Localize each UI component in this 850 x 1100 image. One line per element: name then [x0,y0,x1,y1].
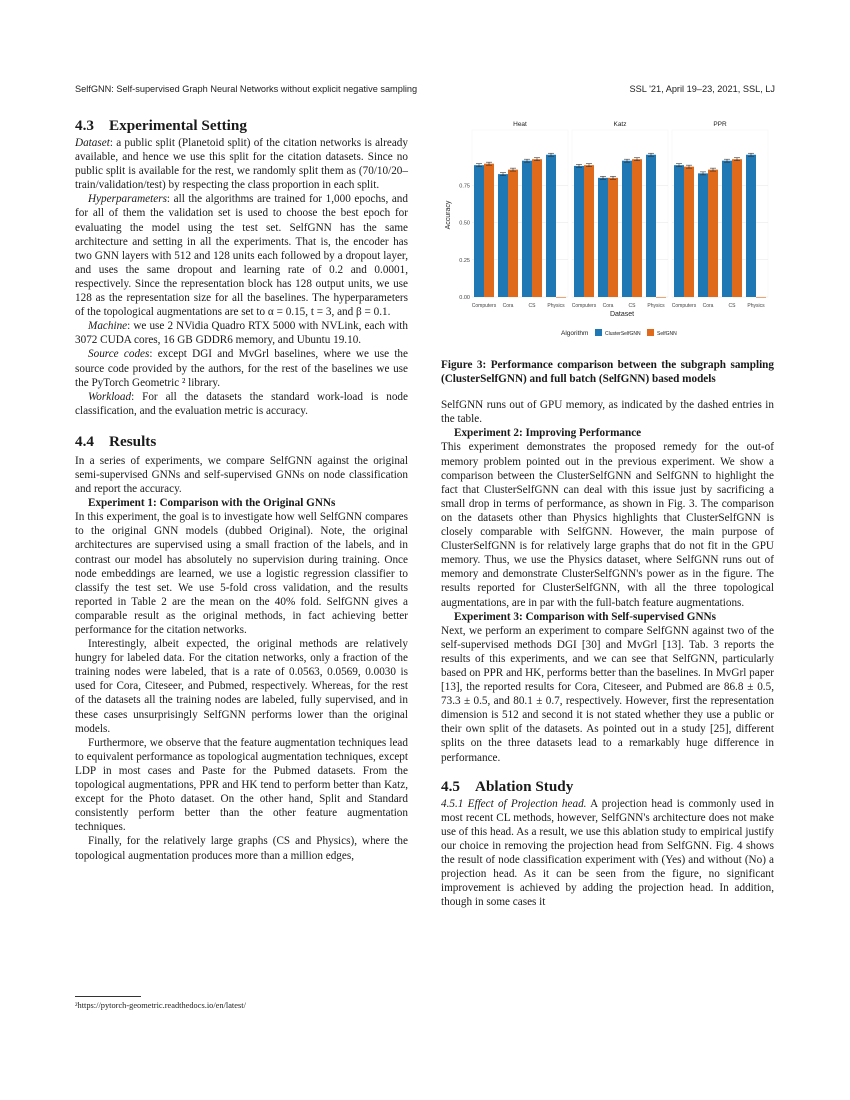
paragraph-lead: Workload [88,390,132,403]
legend-swatch [647,329,654,336]
paragraph-workload [75,390,408,418]
section-heading-4-3 [75,116,408,136]
section-heading-4-5 [441,777,774,797]
subsection-number: 4.5.1 [441,797,464,810]
paragraph-experiment-3: Next, we perform an experiment to compare SelfGNN against two of the self-supervised methods DGI [30] and MvGrl [13]. Tab. 3 reports the results of this experiments, and we can see that SelfGNN, particularly based on PPR and HK, performs better than the baselines. In MvGrl paper [13], the reported results for Cora, Citeseer, and Pubmed are 86.8 ± 0.5, 73.3 ± 0.5, and 80.1 ± 0.7, respectively. However, first the representation dimension is 512 and second it is not stated whether they use a public or their own split of the datasets. As pointed out in a study [25], different splits on the three datasets lead to a remarkably huge difference in performance. [441,624,774,764]
paragraph-experiment-2: This experiment demonstrates the proposed remedy for the out-of memory problem pointed out in the previous experiment. We show a comparison between the ClusterSelfGNN and SelfGNN to highlight the fact that ClusterSelfGNN can deal with this issue just by sacrificing a small drop in terms of performance, as shown in Fig. 3. The comparison on the datasets other than Physics highlights that ClusterSelfGNN is closely comparable with SelfGNN. However, the main purpose of ClusterSelfGNN is for relatively large graphs that do not fit in the GPU memory. Thus, we use the Physics dataset, where SelfGNN runs out of memory and demonstrate ClusterSelfGNN's power as in the figure. The results reported for ClusterSelfGNN, with all the three topological augmentations, are in par with the full-batch feature augmentations. [441,441,774,609]
y-tick-label: 0.25 [459,257,470,264]
paragraph-lead: Machine [88,320,128,333]
section-title: Ablation Study [475,777,574,795]
x-tick-label: Physics [647,303,665,309]
section-heading-4-4 [75,432,408,452]
x-tick-label: Physics [547,303,565,309]
paragraph-large-graphs: Finally, for the relatively large graphs (CS and Physics), where the topological augmentation produces more than a million edges, [75,835,408,862]
y-tick-label: 0.75 [459,183,470,190]
subsection-title: Effect of Projection head. [467,797,587,810]
footnote-rule [75,996,141,997]
x-tick-label: Physics [747,303,765,309]
paragraph-experiment-1: In this experiment, the goal is to investigate how well SelfGNN compares to the original GNN models (dubbed Original). Note, the original architectures are supervised using a small fraction of the labels, and in contrast our model has absolutely no supervision during training. Once node embeddings are learned, we use a logistic regression classifier to classify the test set. We use 5-fold cross validation, and the results reported in Table 2 are the mean on the 40% fold. SelfGNN gives a comparable result as the original methods, in fact achieving better performance for the citation networks. [75,511,408,636]
paragraph-lead: Source codes [88,348,150,361]
bar-selfgnn-computers [584,165,594,297]
facet-title: Katz [613,121,627,128]
paragraph-hyperparameters [75,192,408,319]
paragraph-text: : a public split (Planetoid split) of the citation networks is already available, and hence we use this split for the citation datasets. Since no public split is available for the rest, we randomly split them as (70/10/20–train/validation/test) by respecting the class proportion in each split. [75,137,408,192]
x-axis-label: Dataset [609,311,635,318]
legend-swatch [595,329,602,336]
right-column [441,116,774,909]
y-tick-label: 0.50 [459,220,470,227]
bar-clusterselfgnn-computers [474,165,484,297]
bar-clusterselfgnn-cora [498,174,508,297]
bar-clusterselfgnn-physics [546,155,556,297]
bar-selfgnn-cora [708,170,718,297]
x-tick-label: Cora [702,303,714,309]
bar-selfgnn-cora [608,178,618,297]
bar-clusterselfgnn-computers [674,165,684,297]
legend-title: Algorithm [561,330,589,337]
x-tick-label: Cora [502,303,514,309]
paragraph-dataset [75,136,408,192]
section-number: 4.3 [75,117,94,134]
x-tick-label: Computers [571,303,597,309]
x-tick-label: Computers [671,303,697,309]
bar-clusterselfgnn-cs [722,161,732,297]
experiment-2-heading: Experiment 2: Improving Performance [454,427,642,440]
y-tick-label: 0.00 [459,295,470,302]
bar-clusterselfgnn-cs [622,161,632,297]
experiment-1-heading: Experiment 1: Comparison with the Original GNNs [88,497,336,510]
x-tick-label: Computers [471,303,497,309]
bar-clusterselfgnn-physics [646,155,656,297]
bar-chart [441,116,774,348]
bar-clusterselfgnn-cora [698,173,708,297]
bar-clusterselfgnn-physics [746,155,756,297]
paragraph-oom: SelfGNN runs out of GPU memory, as indicated by the dashed entries in the table. [441,399,774,426]
figure-3 [441,116,774,348]
bar-clusterselfgnn-computers [574,166,584,297]
experiment-3-heading: Experiment 3: Comparison with Self-supervised GNNs [454,610,716,623]
section-number: 4.4 [75,432,94,450]
figure-caption: Figure 3: Performance comparison between the subgraph sampling (ClusterSelfGNN) and full batch (SelfGNN) based models [441,359,774,386]
paragraph-lead: Dataset [75,137,110,149]
bar-selfgnn-cs [632,159,642,297]
paragraph-text: A projection head is commonly used in most recent CL methods, however, SelfGNN's architecture does not make use of this head. As a result, we use this ablation study to empirical justify our choice in removing the projection head from SelfGNN. Fig. 4 shows the result of node classification experiment with (Yes) and without (No) a projection head. As it can be seen from the figure, no significant improvement is achieved by adding the projection head. In addition, though in some cases it [441,797,774,909]
paragraph-results-intro: In a series of experiments, we compare SelfGNN against the original semi-supervised GNNs and self-supervised GNNs on node classification and report the accuracy. [75,454,408,496]
section-title: Experimental Setting [109,117,247,134]
x-tick-label: CS [728,303,736,309]
paragraph-projection-head [441,797,774,910]
left-column [75,116,408,863]
subsection-heading-4-5-1 [441,798,586,810]
facet-title: PPR [713,121,727,128]
paragraph-text: : we use 2 NVidia Quadro RTX 5000 with NVLink, each with 3072 CUDA cores, 16 GB GDDR6 memory, and Ubuntu 19.10. [75,320,408,347]
bar-selfgnn-computers [684,167,694,297]
bar-selfgnn-physics [656,297,666,298]
y-axis-label: Accuracy [445,200,452,230]
paragraph-lead: Hyperparameters [88,193,167,206]
paragraph-text: : all the algorithms are trained for 1,000 epochs, and for all of them the validation set is used to choose the best epoch for evaluating the model using the test set. SelfGNN has the same architecture and setting in all the experiments. That is, the encoder has two GNN layers with 512 and 128 units each followed by a dropout layer, and uses the same dropout and learning rate of 0.2 and 0.0001, respectively. Since the representation block has 128 output units, we use 128 as the representation size for all the baselines. The hyperparameters of the topological augmentations are set to α = 0.15, t = 3, and β = 0.1. [75,193,408,319]
section-title: Results [109,432,157,450]
bar-clusterselfgnn-cs [522,161,532,297]
running-header-venue: SSL '21, April 19–23, 2021, SSL, LJ [629,84,775,94]
paragraph-source-codes [75,347,408,389]
footnote: ²https://pytorch-geometric.readthedocs.io/en/latest/ [75,1001,246,1010]
x-tick-label: CS [628,303,636,309]
section-number: 4.5 [441,777,460,795]
bar-selfgnn-physics [756,297,766,298]
facet-title: Heat [513,121,527,128]
bar-selfgnn-cora [508,170,518,297]
paragraph-machine [75,319,408,347]
x-tick-label: Cora [602,303,614,309]
legend-label: SelfGNN [657,331,677,337]
bar-selfgnn-cs [532,159,542,297]
legend-label: ClusterSelfGNN [605,331,641,337]
paragraph-text: : except DGI and MvGrl baselines, where we use the source code provided by the authors, for the rest of the baselines we use the PyTorch Geometric ² library. [75,348,408,389]
running-header-title: SelfGNN: Self-supervised Graph Neural Networks without explicit negative sampling [75,84,418,94]
x-tick-label: CS [528,303,536,309]
paragraph-augmentation: Furthermore, we observe that the feature augmentation techniques lead to equivalent performance as topological augmentation techniques, except LDP in most cases and Paste for the Pubmed datasets. From the topological augmentations, PPR and HK tend to perform better than Katz, except for the Photo dataset. On the other hand, Split and Standard consistently perform better than the other feature augmentation techniques. [75,736,408,834]
paragraph-label-hunger: Interestingly, albeit expected, the original methods are relatively hungry for labeled data. For the citation networks, only a fraction of the training nodes were labeled, that is a rate of 0.0563, 0.0569, 0.0030 is used for Cora, Citeseer, and Pubmed, respectively. Whereas, for the rest of the datasets all the training nodes are labeled, fully supervised, and in these cases unsurprisingly SelfGNN performs lower than the original models. [75,638,408,735]
bar-selfgnn-cs [732,159,742,297]
bar-selfgnn-physics [556,297,566,298]
bar-selfgnn-computers [484,164,494,297]
bar-clusterselfgnn-cora [598,178,608,297]
paragraph-text: : For all the datasets the standard work-load is node classification, and the evaluation metric is accuracy. [75,390,408,417]
